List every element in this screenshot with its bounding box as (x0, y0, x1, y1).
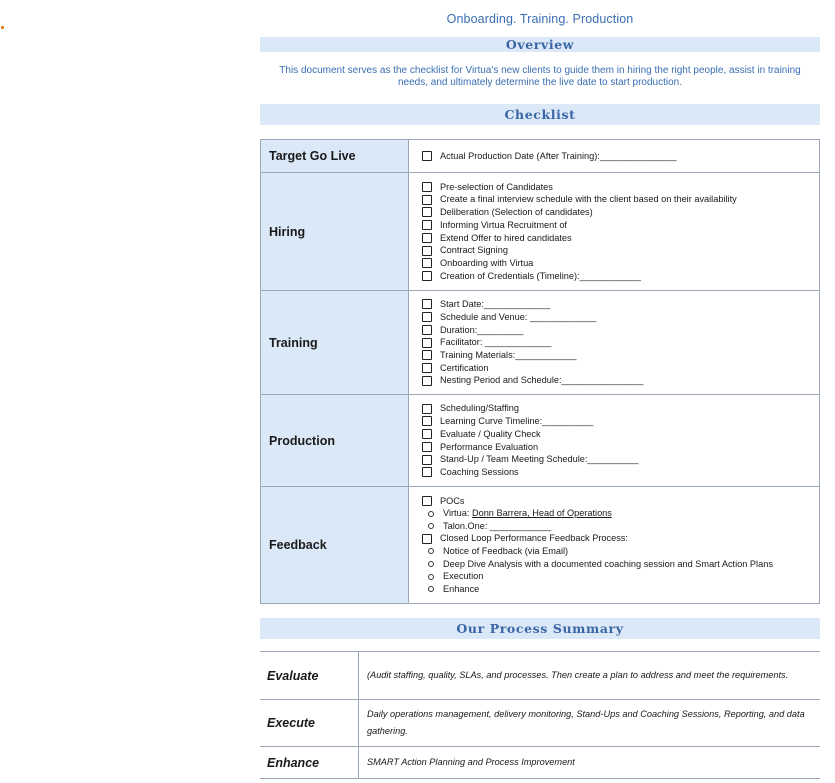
checklist-item[interactable]: Stand-Up / Team Meeting Schedule:__________ (422, 453, 818, 466)
checkbox-icon[interactable] (422, 233, 432, 243)
document (260, 0, 820, 779)
process-desc-enhance: SMART Action Planning and Process Improvement (359, 747, 821, 779)
checkbox-icon[interactable] (422, 338, 432, 348)
checklist-table (260, 139, 820, 604)
sub-item: Deep Dive Analysis with a documented coaching session and Smart Action Plans (422, 558, 818, 571)
document-subtitle: Onboarding. Training. Production (446, 12, 634, 26)
checklist-item[interactable]: Learning Curve Timeline:__________ (422, 415, 818, 428)
checklist-item[interactable]: Certification (422, 362, 818, 375)
checklist-item[interactable]: Start Date:_____________ (422, 298, 818, 311)
poc-virtua-name: Donn Barrera, Head of Operations (471, 508, 612, 519)
process-summary-heading: Our Process Summary (260, 618, 820, 639)
checklist-item[interactable]: Scheduling/Staffing (422, 402, 818, 415)
bullet-circle-icon (428, 511, 434, 517)
checkbox-icon[interactable] (422, 429, 432, 439)
training-items (409, 291, 820, 395)
row-label-hiring: Hiring (261, 173, 409, 291)
checklist-item[interactable]: Evaluate / Quality Check (422, 428, 818, 441)
checkbox-icon[interactable] (422, 325, 432, 335)
bullet-circle-icon (428, 586, 434, 592)
checklist-item[interactable]: Training Materials:____________ (422, 349, 818, 362)
checkbox-icon[interactable] (422, 312, 432, 322)
production-items (409, 395, 820, 487)
checklist-item[interactable]: Duration:_________ (422, 323, 818, 336)
checkbox-icon[interactable] (422, 271, 432, 281)
process-row (260, 747, 820, 779)
checklist-item[interactable]: Deliberation (Selection of candidates) (422, 206, 818, 219)
checklist-item[interactable]: Pre-selection of Candidates (422, 181, 818, 194)
feedback-items (409, 487, 820, 604)
bullet-circle-icon (428, 561, 434, 567)
row-label-feedback: Feedback (261, 487, 409, 604)
checkbox-icon[interactable] (422, 442, 432, 452)
checkbox-icon[interactable] (422, 534, 432, 544)
process-label-evaluate: Evaluate (260, 652, 359, 700)
checklist-item[interactable]: Schedule and Venue: _____________ (422, 311, 818, 324)
row-label-target: Target Go Live (261, 140, 409, 173)
sub-item: Enhance (422, 583, 818, 596)
checkbox-icon[interactable] (422, 350, 432, 360)
checkbox-icon[interactable] (422, 416, 432, 426)
process-label-execute: Execute (260, 700, 359, 747)
checkbox-icon[interactable] (422, 455, 432, 465)
checklist-row-production (261, 395, 820, 487)
sub-item: Execution (422, 570, 818, 583)
checklist-heading: Checklist (260, 104, 820, 125)
checklist-item[interactable]: Contract Signing (422, 244, 818, 257)
checklist-item[interactable]: Extend Offer to hired candidates (422, 232, 818, 245)
process-table (260, 651, 820, 779)
sub-item: Talon.One: ____________ (422, 520, 818, 533)
target-items (409, 140, 820, 173)
bullet-circle-icon (428, 574, 434, 580)
checkbox-icon[interactable] (422, 299, 432, 309)
stray-mark (1, 26, 4, 29)
checkbox-icon[interactable] (422, 376, 432, 386)
overview-heading: Overview (260, 37, 820, 52)
process-row (260, 652, 820, 700)
checklist-item[interactable]: Informing Virtua Recruitment of (422, 219, 818, 232)
sub-item: Notice of Feedback (via Email) (422, 545, 818, 558)
checklist-row-hiring (261, 173, 820, 291)
checkbox-icon[interactable] (422, 207, 432, 217)
checklist-item[interactable]: Creation of Credentials (Timeline):____________ (422, 270, 818, 283)
checkbox-icon[interactable] (422, 258, 432, 268)
checkbox-icon[interactable] (422, 496, 432, 506)
checkbox-icon[interactable] (422, 151, 432, 161)
row-label-production: Production (261, 395, 409, 487)
checkbox-icon[interactable] (422, 182, 432, 192)
hiring-items (409, 173, 820, 291)
checkbox-icon[interactable] (422, 404, 432, 414)
checklist-item[interactable]: Performance Evaluation (422, 441, 818, 454)
checklist-item[interactable]: Onboarding with Virtua (422, 257, 818, 270)
process-row (260, 700, 820, 747)
checklist-item[interactable]: Nesting Period and Schedule:________________ (422, 374, 818, 387)
checkbox-icon[interactable] (422, 246, 432, 256)
bullet-circle-icon (428, 548, 434, 554)
overview-text: This document serves as the checklist for Virtua's new clients to guide them in hiring the right people, assist in training needs, and ultimately determine the live date to start production. (279, 65, 801, 88)
bullet-circle-icon (428, 523, 434, 529)
checklist-row-feedback (261, 487, 820, 604)
row-label-training: Training (261, 291, 409, 395)
checklist-row-target (261, 140, 820, 173)
checklist-item[interactable]: Closed Loop Performance Feedback Process: (422, 532, 818, 545)
process-desc-execute: Daily operations management, delivery monitoring, Stand-Ups and Coaching Sessions, Reporting, and data gathering. (359, 700, 821, 747)
sub-item: Virtua: Donn Barrera, Head of Operations (422, 507, 818, 520)
checkbox-icon[interactable] (422, 220, 432, 230)
checkbox-icon[interactable] (422, 467, 432, 477)
checklist-item[interactable]: POCs (422, 495, 818, 508)
checklist-item[interactable]: Facilitator: _____________ (422, 336, 818, 349)
checklist-row-training (261, 291, 820, 395)
checkbox-icon[interactable] (422, 195, 432, 205)
checklist-item[interactable]: Coaching Sessions (422, 466, 818, 479)
process-label-enhance: Enhance (260, 747, 359, 779)
process-desc-evaluate: (Audit staffing, quality, SLAs, and processes. Then create a plan to address and meet the requirements. (359, 652, 821, 700)
checkbox-icon[interactable] (422, 363, 432, 373)
checklist-item[interactable]: Actual Production Date (After Training):_______________ (422, 150, 818, 163)
checklist-item[interactable]: Create a final interview schedule with the client based on their availability (422, 193, 818, 206)
